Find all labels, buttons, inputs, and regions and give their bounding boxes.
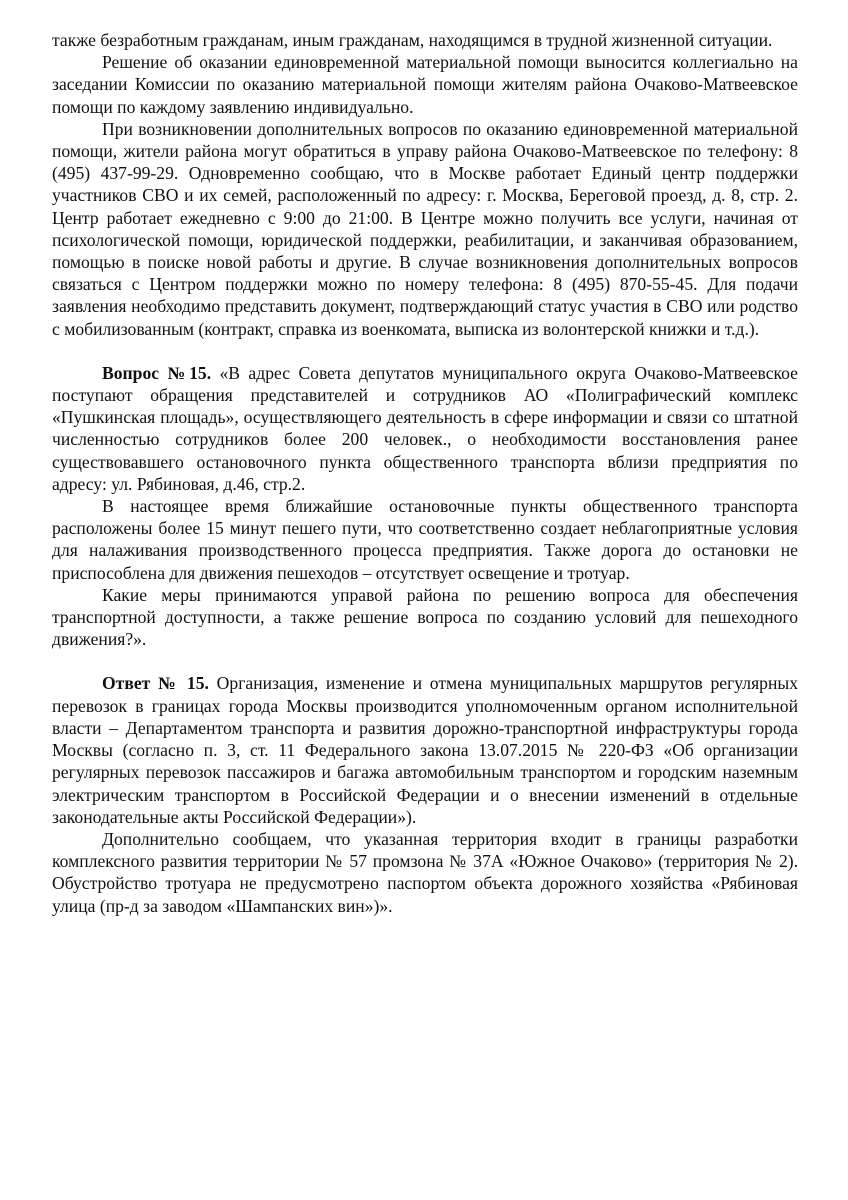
document-page: [52, 29, 798, 917]
question-paragraph-2: В настоящее время ближайшие остановочные пункты общественного транспорта расположены более 15 минут пешего пути, что соответственно создает неблагоприятные условия для налаживания производственного процесса предприятия. Также дорога до остановки не приспособлена для движения пешеходов – отсутствует освещение и тротуар.: [52, 496, 798, 583]
question-text: «В адрес Совета депутатов муниципального округа Очаково-Матвеевское поступают обращения представителей и сотрудников АО «Полиграфический комплекс «Пушкинская площадь», осуществляющего деятельность в сфере информации и связи со штатной численностью сотрудников более 200 человек., о необходимости восстановления ранее существовавшего остановочного пункта общественного транспорта вблизи предприятия по адресу: ул. Рябиновая, д.46, стр.2.: [52, 362, 798, 494]
paragraph-additional-questions: При возникновении дополнительных вопросов по оказанию единовременной материальной помощи, жители района могут обратиться в управу района Очаково-Матвеевское по телефону: 8 (495) 437-99-29. Одновременно сообщаю, что в Москве работает Единый центр поддержки участников СВО и их семей, расположенный по адресу: г. Москва, Береговой проезд, д. 8, стр. 2. Центр работает ежедневно с 9:00 до 21:00. В Центре можно получить все услуги, начиная от психологической помощи, юридической поддержки, реабилитации, и заканчивая образованием, помощью в поиске новой работы и другие. В случае возникновения дополнительных вопросов связаться с Центром поддержки можно по номеру телефона: 8 (495) 870-55-45. Для подачи заявления необходимо представить документ, подтверждающий статус участия в СВО или родство с мобилизованным (контракт, справка из военкомата, выписка из волонтерской книжки и т.д.).: [52, 118, 798, 339]
answer-text: Организация, изменение и отмена муниципальных маршрутов регулярных перевозок в границах города Москвы производится уполномоченным органом исполнительной власти – Департаментом транспорта и развития дорожно-транспортной инфраструктуры города Москвы (согласно п. 3, ст. 11 Федерального закона 13.07.2015 № 220-ФЗ «Об организации регулярных перевозок пассажиров и багажа автомобильным транспортом и городским наземным электрическим транспортом в Российской Федерации и о внесении изменений в отдельные законодательные акты Российской Федерации»).: [52, 673, 799, 827]
question-paragraph: [52, 362, 798, 495]
paragraph-continuation: также безработным гражданам, иным гражданам, находящимся в трудной жизненной ситуации.: [52, 30, 773, 50]
answer-paragraph-2: Дополнительно сообщаем, что указанная территория входит в границы разработки комплексного развития территории № 57 промзона № 37А «Южное Очаково» (территория № 2). Обустройство тротуара не предусмотрено паспортом объекта дорожного хозяйства «Рябиновая улица (пр-д за заводом «Шампанских вин»)».: [52, 828, 798, 916]
paragraph-decision: Решение об оказании единовременной материальной помощи выносится коллегиально на заседании Комиссии по оказанию материальной помощи жителям района Очаково-Матвеевское помощи по каждому заявлению индивидуально.: [52, 52, 798, 117]
answer-label: Ответ № 15.: [102, 673, 209, 694]
question-label: Вопрос №15.: [102, 362, 212, 383]
question-paragraph-3: Какие меры принимаются управой района по решению вопроса для обеспечения транспортной доступности, а также решение вопроса по созданию условий для пешеходного движения?».: [52, 584, 798, 650]
answer-paragraph: [52, 672, 798, 827]
